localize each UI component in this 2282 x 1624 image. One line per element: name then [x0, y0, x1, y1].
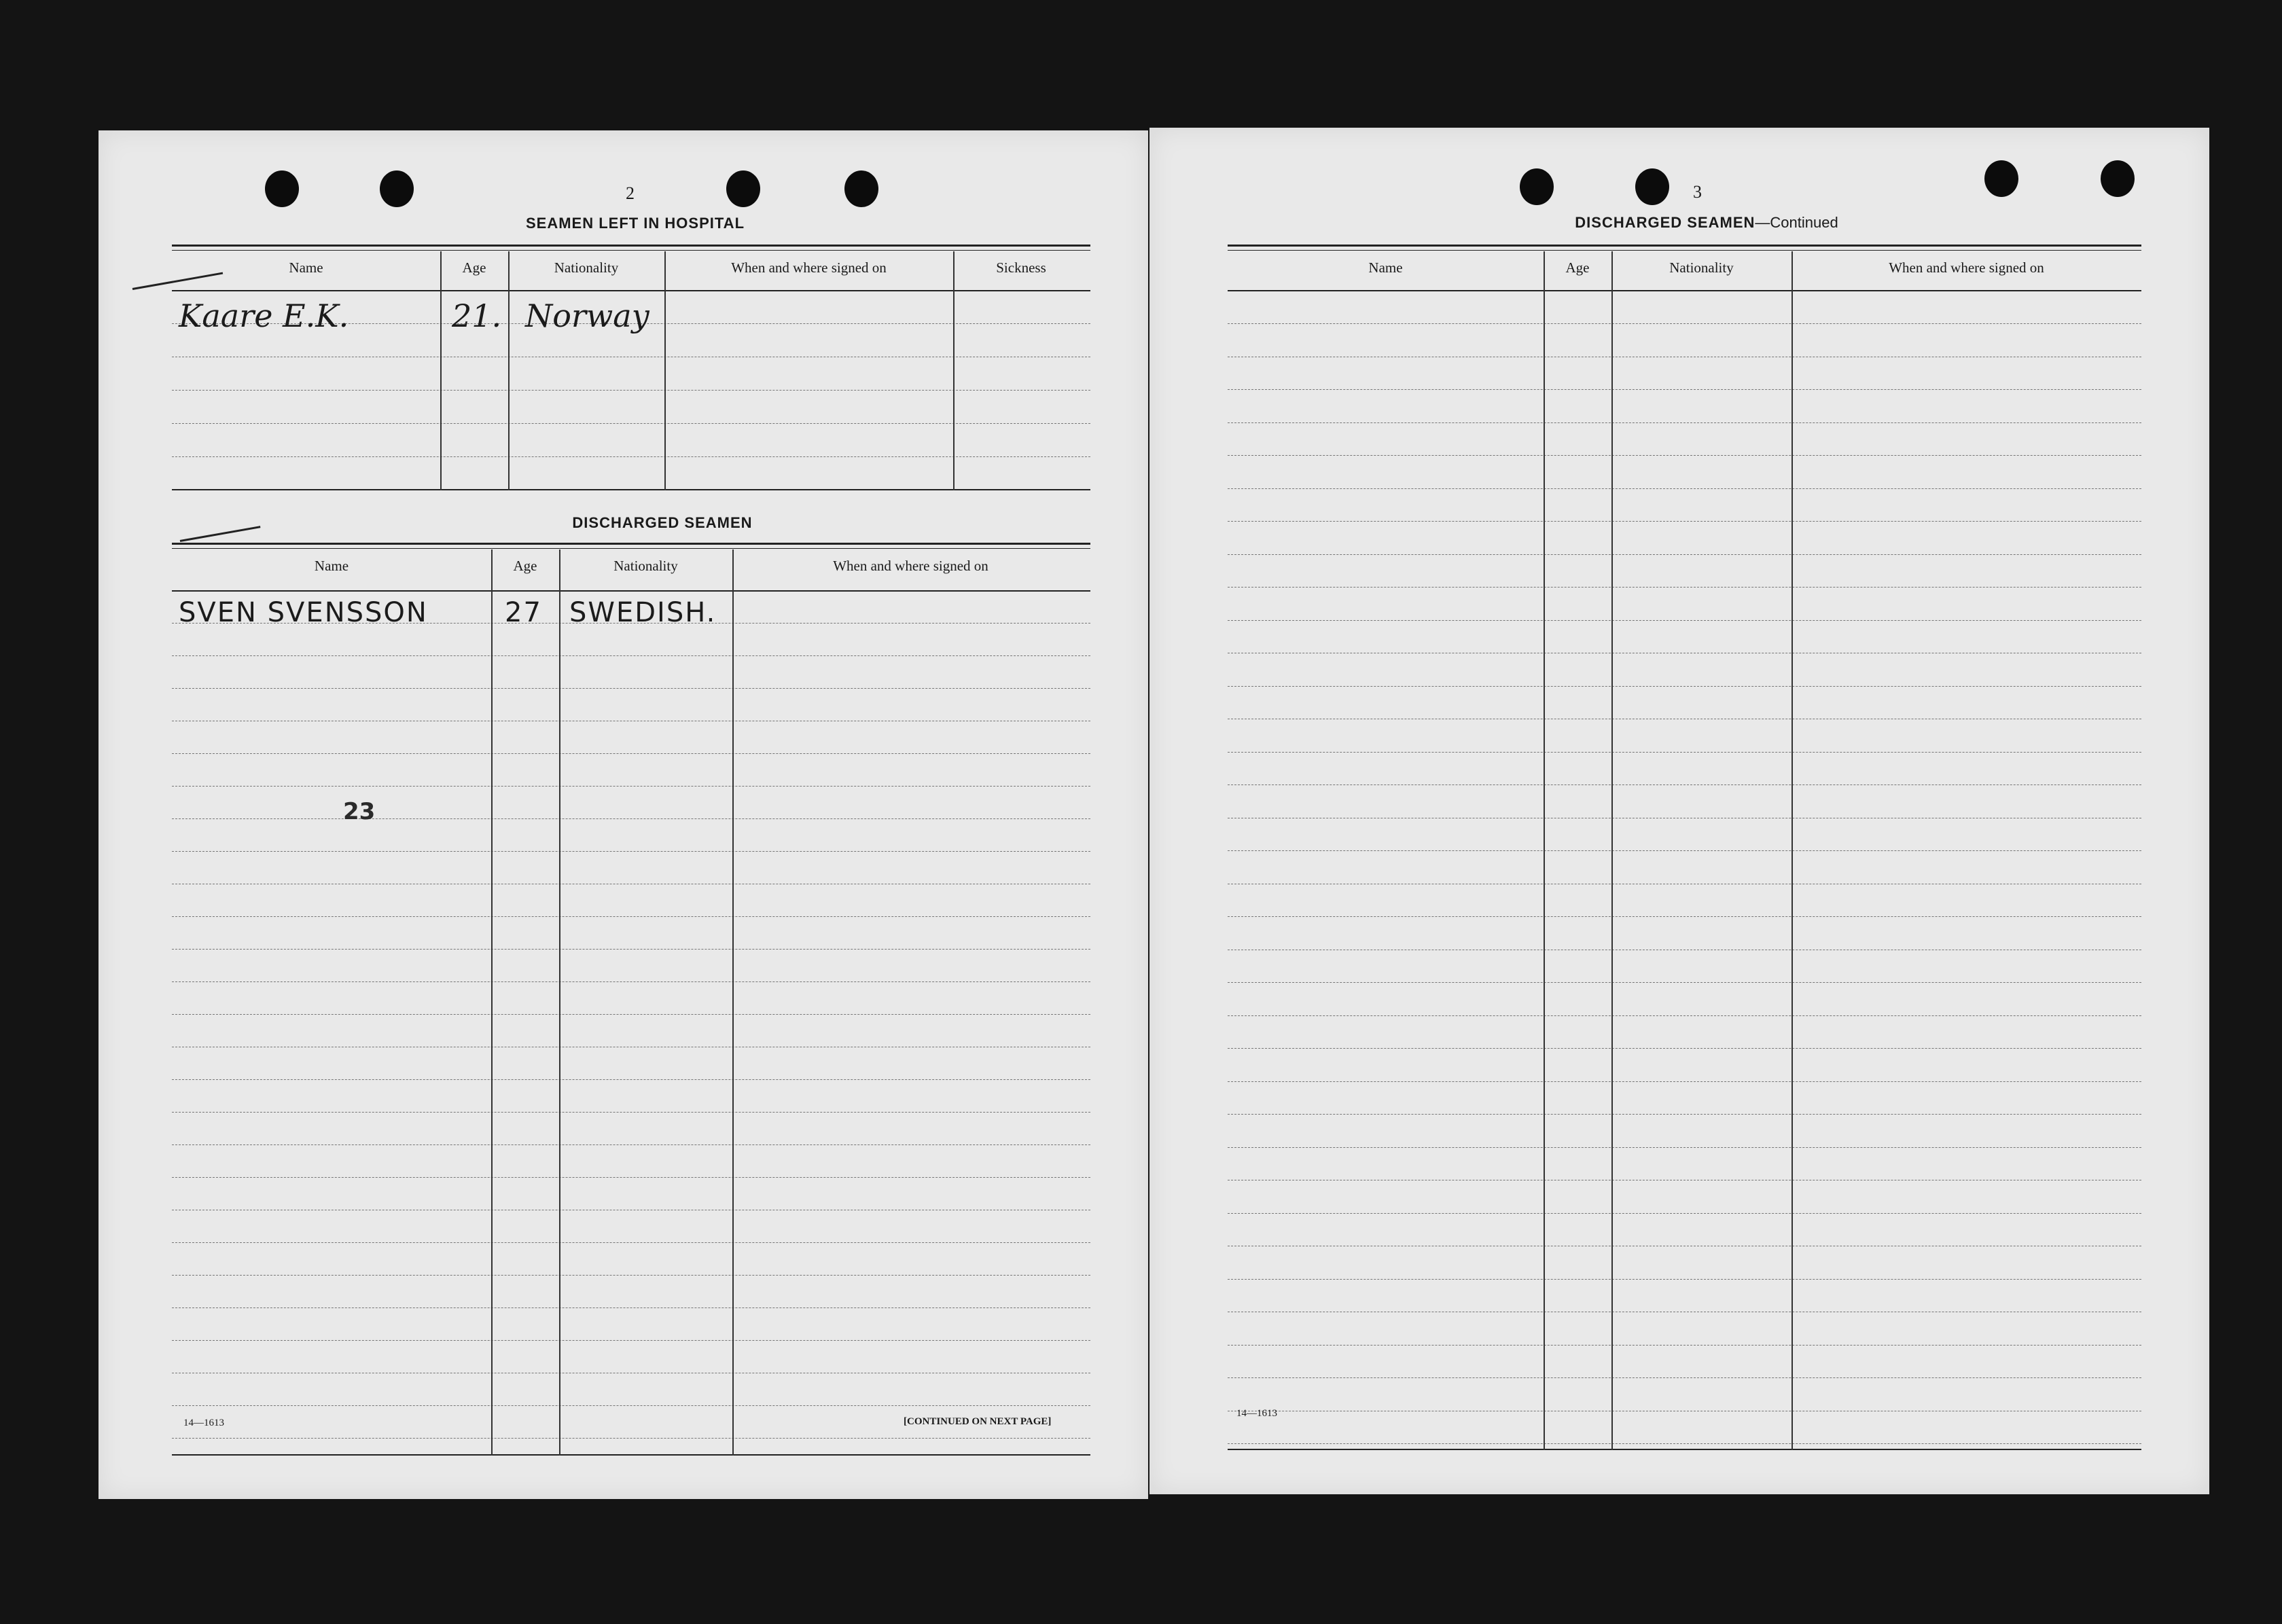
page-number: 2: [626, 183, 635, 203]
table-row-rule: [172, 981, 1090, 982]
col-header-name: Name: [1368, 259, 1403, 276]
table-row-rule: [172, 1144, 1090, 1145]
col-header-age: Age: [462, 259, 486, 276]
table-row-rule: [172, 655, 1090, 656]
table-row-rule: [1228, 1345, 2141, 1346]
table-row-rule: [172, 1438, 1090, 1439]
col-header-signed-on: When and where signed on: [731, 259, 887, 276]
punch-hole: [265, 170, 299, 207]
table-row-rule: [172, 916, 1090, 917]
stamp-number: 23: [343, 798, 376, 825]
table-row-rule: [172, 1177, 1090, 1178]
table-row-rule: [172, 1014, 1090, 1015]
discharged-row-name: SVEN SVENSSON: [179, 597, 428, 628]
table-row-rule: [1228, 521, 2141, 522]
col-header-nationality: Nationality: [613, 558, 678, 574]
table-row-rule: [172, 786, 1090, 787]
table-row-rule: [1228, 1147, 2141, 1148]
table-row-rule: [1228, 850, 2141, 851]
table-row-rule: [1228, 1015, 2141, 1016]
punch-hole: [1520, 168, 1554, 205]
punch-hole: [726, 170, 760, 207]
col-header-name: Name: [289, 259, 323, 276]
table-row-rule: [1228, 752, 2141, 753]
title-main: DISCHARGED SEAMEN: [1575, 214, 1755, 231]
col-header-signed-on: When and where signed on: [1889, 259, 2044, 276]
hospital-row-age: 21.: [452, 297, 502, 334]
col-header-nationality: Nationality: [1669, 259, 1734, 276]
table-row-rule: [172, 1112, 1090, 1113]
table-row-rule: [172, 753, 1090, 754]
table-row-rule: [1228, 1279, 2141, 1280]
hospital-row-name: Kaare E.K.: [179, 297, 349, 334]
col-header-age: Age: [513, 558, 537, 574]
discharged-row-nationality: SWEDISH.: [569, 597, 717, 628]
table-row-rule: [1228, 422, 2141, 423]
table-row-rule: [1228, 488, 2141, 489]
table-row-rule: [1228, 1081, 2141, 1082]
table-row-rule: [1228, 554, 2141, 555]
table-row-rule: [1228, 587, 2141, 588]
table-row-rule: [1228, 620, 2141, 621]
right-page: [1149, 128, 2209, 1494]
table-row-rule: [172, 1242, 1090, 1243]
table-row-rule: [172, 688, 1090, 689]
discharged-row-age: 27: [505, 597, 542, 628]
punch-hole: [844, 170, 878, 207]
table-row-rule: [1228, 455, 2141, 456]
col-header-signed-on: When and where signed on: [833, 558, 988, 574]
col-header-sickness: Sickness: [996, 259, 1046, 276]
table-row-rule: [1228, 323, 2141, 324]
table-row-rule: [1228, 686, 2141, 687]
continued-note: [CONTINUED ON NEXT PAGE]: [904, 1416, 1052, 1427]
form-number: 14—1613: [1236, 1408, 1277, 1419]
discharged-continued-table: [1228, 245, 2141, 1467]
table-row-rule: [1228, 784, 2141, 785]
title-suffix: —Continued: [1755, 214, 1838, 231]
discharged-table: [172, 543, 1090, 1541]
table-row-rule: [172, 1340, 1090, 1341]
page-number: 3: [1693, 182, 1702, 202]
punch-hole: [1635, 168, 1669, 205]
discharged-section-title: DISCHARGED SEAMEN: [572, 514, 753, 531]
form-number: 14—1613: [183, 1418, 224, 1428]
table-row-rule: [1228, 1443, 2141, 1444]
table-row-rule: [1228, 1114, 2141, 1115]
table-row-rule: [1228, 1213, 2141, 1214]
table-row-rule: [1228, 389, 2141, 390]
table-row-rule: [1228, 1048, 2141, 1049]
col-header-nationality: Nationality: [554, 259, 619, 276]
table-row-rule: [172, 1405, 1090, 1406]
table-row-rule: [172, 1307, 1090, 1308]
table-row-rule: [1228, 916, 2141, 917]
table-row-rule: [172, 949, 1090, 950]
col-header-name: Name: [314, 558, 349, 574]
table-row-rule: [172, 818, 1090, 819]
hospital-section-title: SEAMEN LEFT IN HOSPITAL: [525, 215, 745, 232]
punch-hole: [2101, 160, 2135, 197]
punch-hole: [380, 170, 414, 207]
table-row-rule: [172, 851, 1090, 852]
hospital-row-nationality: Norway: [525, 297, 649, 334]
table-row-rule: [1228, 1377, 2141, 1378]
punch-hole: [1984, 160, 2018, 197]
table-row-rule: [1228, 982, 2141, 983]
table-row-rule: [172, 1275, 1090, 1276]
col-header-age: Age: [1565, 259, 1590, 276]
left-page: [99, 130, 1148, 1499]
discharged-continued-title: [1537, 214, 1876, 232]
table-row-rule: [172, 1079, 1090, 1080]
